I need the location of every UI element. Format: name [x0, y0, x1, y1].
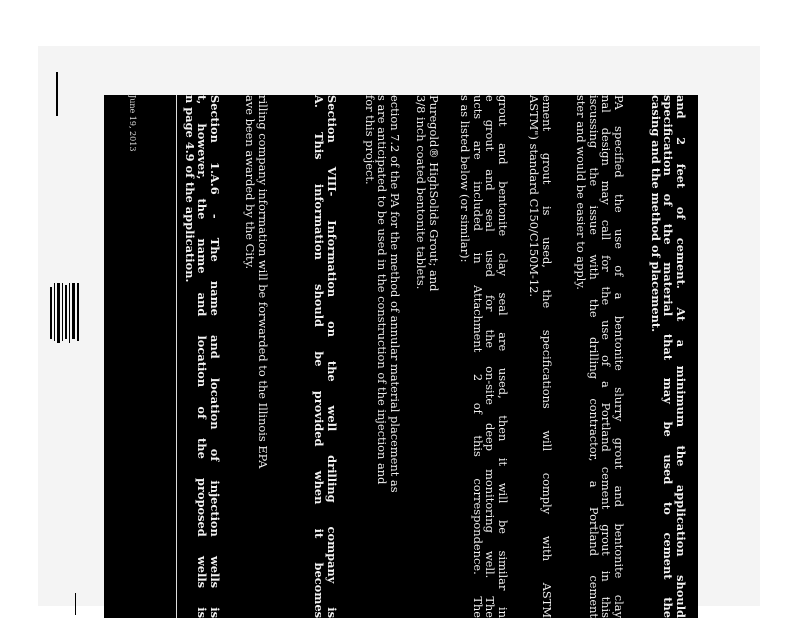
list-item: Puregold® HighSolids Grout; and	[427, 95, 441, 292]
product-list	[415, 95, 440, 618]
list-item: 3/8 inch coated bentonite tablets.	[414, 95, 429, 290]
paragraph-drilling-company: rilling company information will be forwarded to the Illinois EPA ave been awarded by the City.	[243, 95, 270, 469]
letter-body	[147, 95, 687, 618]
scan-mark-top	[56, 72, 58, 116]
scan-mark-bottom	[75, 593, 76, 615]
paragraph-cement-spec: and 2 feet of cement. At a minimum the application should specification of the material that may be used to cement the casing and the method of placement.	[648, 95, 688, 618]
paragraph-astm: ement grout is used, the specifications will comply with ASTM ASTM") standard C150/C150M-12.	[527, 95, 554, 618]
barcode-icon	[50, 283, 80, 343]
paragraph-pa-bentonite: PA specified the use of a bentonite slurry grout and bentonite clay nal design may call for the use of a Portland cement grout in this iscussing the issue with the drilling contractor, a Portland cement ster and would be easier to apply.	[574, 95, 626, 618]
paragraph-grout-seal: grout and bentonite clay seal are used, then it will be similar in e grout and seal used for the on-site deep monitoring well. The ucts are included in Attachment 2 of this correspondence. The s as listed below (or similar):	[458, 95, 510, 618]
scanned-page	[104, 95, 698, 618]
rotated-text	[104, 95, 698, 618]
paragraph-section-1a6: Section 1.A.6 - The name and location of injection wells is t, however, the name and location of the proposed wells is n page 4.9 of the application.	[182, 95, 222, 618]
page-date: June 19, 2013	[128, 95, 137, 152]
paragraph-section-viii: Section VIII- Information on the well drilling company is A. This information should be provided when it becomes	[312, 95, 339, 618]
paragraph-section-7: ection 7.2 of the PA for the method of annular material placement as s are anticipated to be used in the construction of the injection and for this project.	[362, 95, 402, 493]
